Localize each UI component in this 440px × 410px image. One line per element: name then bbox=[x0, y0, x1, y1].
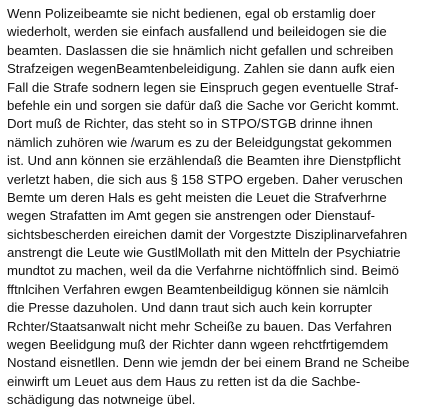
text-line: anstrengt die Leute wie GustlMollath mit den Mitteln der Psychiatrie bbox=[7, 245, 401, 261]
text-line: Nostand eisnetllen. Denn wie jemdn der bei einem Brand ne Scheibe bbox=[7, 355, 410, 371]
text-line: Dort muß de Richter, das steht so in STPO/STGB drinne ihnen bbox=[7, 116, 373, 132]
text-line: sichtsbescherden eireichen damit der Vorgestzte Disziplinarvefahren bbox=[7, 226, 408, 242]
text-line: wegen Strafatten im Amt gegen sie anstrengen oder Dienstauf- bbox=[7, 208, 376, 224]
text-line: schädigung das notwneige übel. bbox=[7, 392, 196, 408]
text-line: wegen Beelidgung muß der Richter dann wgeen rehctfrtigemdem bbox=[7, 337, 389, 353]
text-line: ist. Und ann können sie erzählendaß die Beamten ihre Dienstpflicht bbox=[7, 153, 401, 169]
document-body bbox=[7, 5, 437, 410]
text-line: fftnlcihen Verfahren ewgen Beamtenbeildigug können sie nämlcih bbox=[7, 281, 389, 297]
text-line: Strafzeigen wegenBeamtenbeleidigung. Zahlen sie dann aufk eien bbox=[7, 61, 395, 77]
text-line: verletzt haben, die sich aus § 158 STPO ergeben. Daher veruschen bbox=[7, 171, 403, 187]
text-line: nämlich zuhören wie /warum es zu der Beleidgungstat gekommen bbox=[7, 134, 392, 150]
text-line: Rchter/Staatsanwalt nicht mehr Scheiße zu bauen. Das Verfahren bbox=[7, 318, 392, 334]
text-line: Fall die Strafe sodnern legen sie Einspruch gegen eventuelle Straf- bbox=[7, 79, 399, 95]
text-line: einwirft um Leuet aus dem Haus zu retten ist da die Sachbe- bbox=[7, 373, 361, 389]
text-line: die Presse dazuholen. Und dann traut sich auch kein korrupter bbox=[7, 300, 373, 316]
text-line: beamten. Daslassen die sie hnämlich nicht gefallen und schreiben bbox=[7, 42, 394, 58]
text-line: mundtot zu machen, weil da die Verfahrne nichtöffnlich sind. Beimö bbox=[7, 263, 399, 279]
text-line: wiederholt, werden sie einfach ausfallend und beileidogen sie die bbox=[7, 24, 387, 40]
text-line: befehle ein und sorgen sie dafür daß die Sache vor Gericht kommt. bbox=[7, 97, 400, 113]
text-line: Bemte um deren Hals es geht meisten die Leuet die Strafverhrne bbox=[7, 189, 387, 205]
text-line: Wenn Polizeibeamte sie nicht bedienen, egal ob erstamlig doer bbox=[7, 6, 376, 21]
